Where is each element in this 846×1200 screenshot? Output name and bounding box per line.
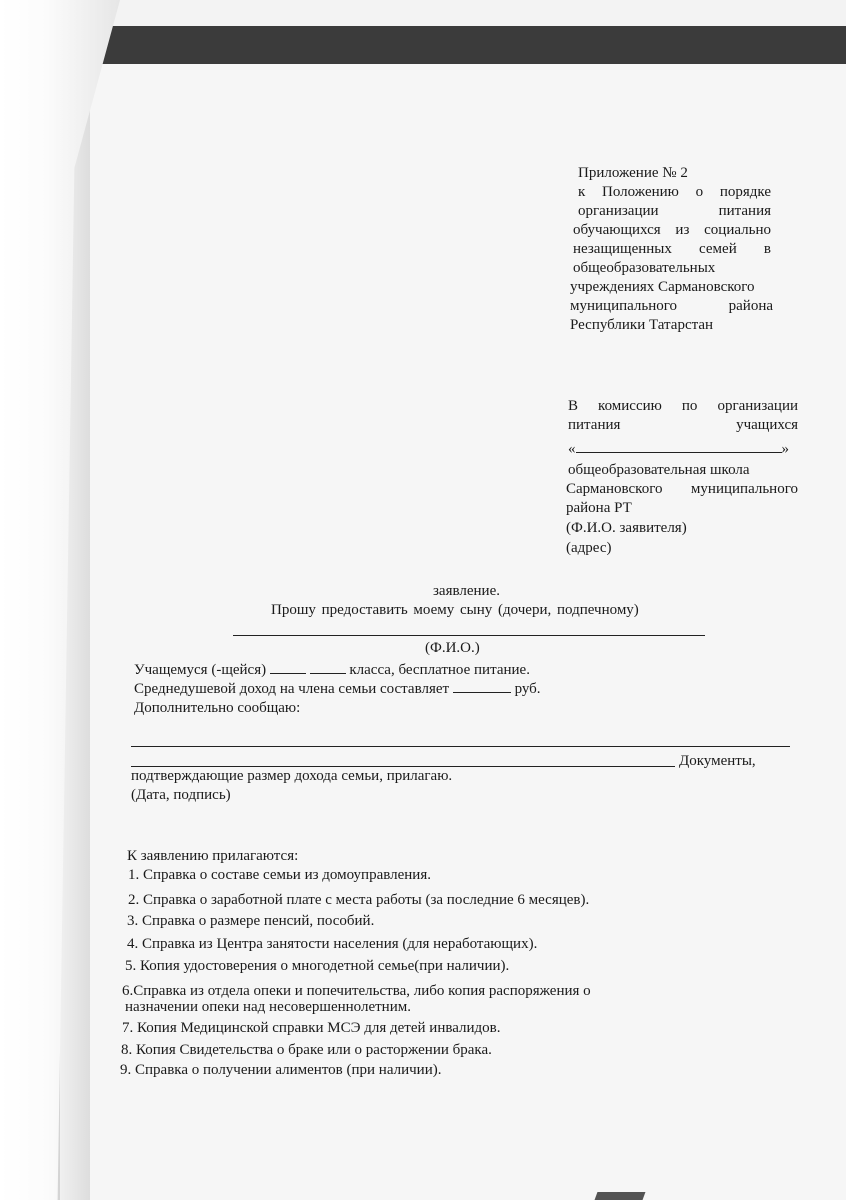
appendix-title: Приложение № 2 <box>578 165 688 181</box>
attachment-item: 8. Копия Свидетельства о браке или о расторжении брака. <box>121 1042 492 1058</box>
student-class-line <box>134 661 530 680</box>
applicant-address-caption: (адрес) <box>566 540 612 556</box>
scanner-edge-bar <box>60 26 846 64</box>
appendix-line: учреждениях Сармановского <box>570 279 755 295</box>
applicant-name-caption: (Ф.И.О. заявителя) <box>566 520 687 536</box>
application-title: заявление. <box>433 583 500 599</box>
appendix-line: обучающихся из социально <box>573 222 771 238</box>
attachment-item: 5. Копия удостоверения о многодетной семье(при наличии). <box>125 958 510 974</box>
attachment-item: 6.Справка из отдела опеки и попечительства, либо копия распоряжения о <box>122 983 591 999</box>
attachment-item: 7. Копия Медицинской справки МСЭ для детей инвалидов. <box>122 1020 501 1036</box>
additional-info-label: Дополнительно сообщаю: <box>134 700 301 716</box>
request-text: Прошу предоставить моему сыну (дочери, подпечному) <box>271 602 639 618</box>
attachment-item: 1. Справка о составе семьи из домоуправления. <box>128 867 431 883</box>
addressee-line: питания учащихся <box>568 417 798 433</box>
quote-close: » <box>781 441 789 457</box>
income-prefix: Среднедушевой доход на члена семьи составляет <box>134 681 450 697</box>
student-prefix: Учащемуся (-щейся) <box>134 662 267 678</box>
class-blank-1 <box>270 673 306 674</box>
appendix-line: организации питания <box>578 203 771 219</box>
documents-continuation: подтверждающие размер дохода семьи, прилагаю. <box>131 768 453 784</box>
addressee-line: общеобразовательная школа <box>568 462 750 478</box>
addressee-line: В комиссию по организации <box>568 398 798 414</box>
scan-top-margin <box>0 0 846 26</box>
additional-info-line-1 <box>131 746 790 747</box>
appendix-line: Республики Татарстан <box>570 317 714 333</box>
fio-caption: (Ф.И.О.) <box>425 640 480 656</box>
appendix-line: муниципального района <box>570 298 773 314</box>
attachment-item: 3. Справка о размере пенсий, пособий. <box>127 913 375 929</box>
income-line <box>134 680 541 699</box>
attachments-heading: К заявлению прилагаются: <box>127 848 299 864</box>
addressee-school-field <box>568 440 789 459</box>
addressee-line: района РТ <box>566 500 632 516</box>
documents-word: Документы, <box>679 753 756 769</box>
attachment-item: 4. Справка из Центра занятости населения (для неработающих). <box>127 936 538 952</box>
attachment-item-continuation: назначении опеки над несовершеннолетним. <box>125 999 411 1015</box>
income-suffix: руб. <box>514 681 541 697</box>
quote-open: « <box>568 441 576 457</box>
income-blank <box>453 692 511 693</box>
date-signature-caption: (Дата, подпись) <box>131 787 231 803</box>
class-blank-2 <box>310 673 346 674</box>
appendix-line: общеобразовательных <box>573 260 716 276</box>
attachment-item: 9. Справка о получении алиментов (при наличии). <box>120 1062 442 1078</box>
child-name-line <box>233 635 705 636</box>
appendix-line: незащищенных семей в <box>573 241 771 257</box>
student-suffix: класса, бесплатное питание. <box>349 662 530 678</box>
school-name-blank <box>576 452 782 453</box>
scan-artifact-mark <box>595 1192 646 1200</box>
addressee-line: Сармановского муниципального <box>566 481 798 497</box>
appendix-line: к Положению о порядке <box>578 184 771 200</box>
attachment-item: 2. Справка о заработной плате с места работы (за последние 6 месяцев). <box>128 892 590 908</box>
